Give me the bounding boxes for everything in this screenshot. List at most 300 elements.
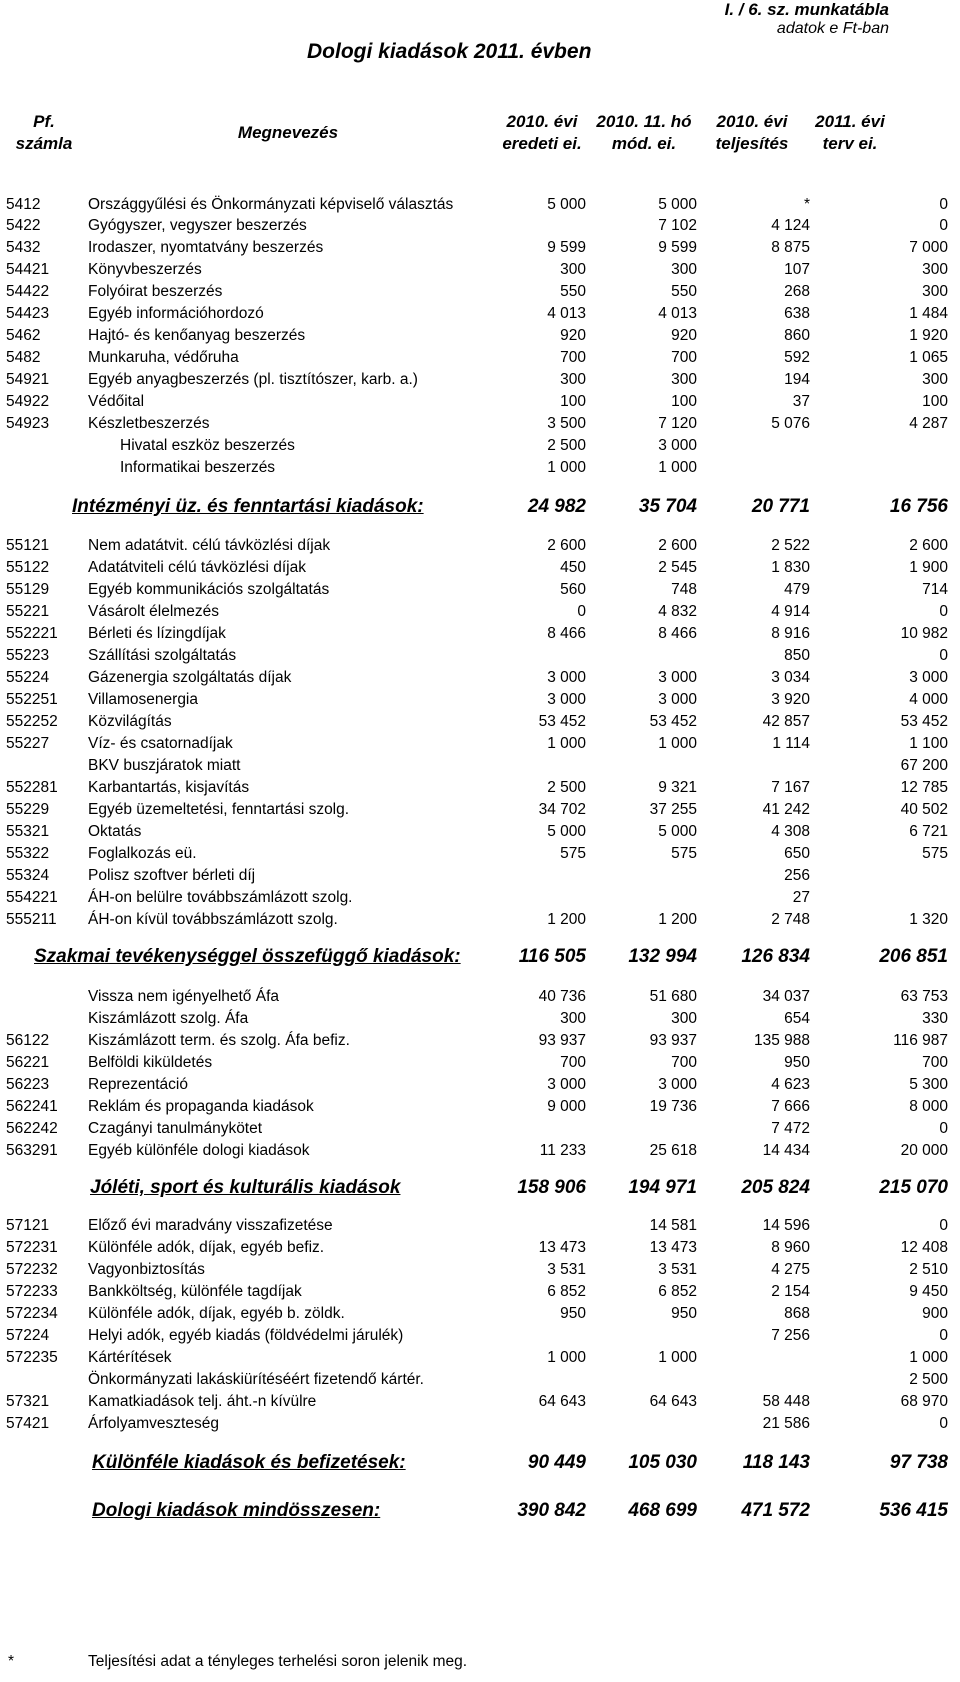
item-name-cell: Villamosenergia <box>88 691 198 708</box>
col-c2-header <box>586 111 702 155</box>
modified-budget-cell: 700 <box>671 349 697 366</box>
plan-cell: 1 320 <box>909 911 948 928</box>
original-budget-cell: 5 000 <box>547 196 586 213</box>
account-code-cell: 56223 <box>6 1076 50 1093</box>
item-name-cell: Foglalkozás eü. <box>88 845 197 862</box>
plan-cell: 1 484 <box>909 305 948 322</box>
modified-budget-cell: 920 <box>671 327 697 344</box>
table-row <box>0 215 960 237</box>
item-name-cell: Oktatás <box>88 823 142 840</box>
item-name-cell: Árfolyamveszteség <box>88 1415 219 1432</box>
table-row <box>0 1237 960 1259</box>
col-c2-line2: mód. ei. <box>611 134 677 153</box>
plan-cell: 0 <box>939 1120 948 1137</box>
table-row <box>0 733 960 755</box>
item-name-cell: Karbantartás, kisjavítás <box>88 779 250 796</box>
account-code-cell: 54421 <box>6 261 50 278</box>
plan-cell: 1 900 <box>909 559 948 576</box>
original-budget-cell: 1 200 <box>547 911 586 928</box>
table-row <box>0 457 960 479</box>
original-budget-cell: 3 531 <box>547 1261 586 1278</box>
original-budget-cell: 6 852 <box>547 1283 586 1300</box>
item-name-cell: Különféle adók, díjak, egyéb befiz. <box>88 1239 325 1256</box>
original-budget-cell: 2 500 <box>547 437 586 454</box>
original-budget-cell: 8 466 <box>547 625 586 642</box>
plan-cell: 67 200 <box>900 757 948 774</box>
account-code-cell: 5432 <box>6 239 41 256</box>
table-row <box>0 843 960 865</box>
table-row <box>0 909 960 931</box>
item-name-cell: Gyógyszer, vegyszer beszerzés <box>88 217 307 234</box>
col-name-header: Megnevezés <box>237 123 339 142</box>
modified-budget-cell: 950 <box>671 1305 697 1322</box>
original-budget-cell: 1 000 <box>547 735 586 752</box>
original-budget-cell: 93 937 <box>538 1032 586 1049</box>
plan-cell: 536 415 <box>879 1500 948 1521</box>
actual-cell: 7 167 <box>771 779 810 796</box>
footnote-text: Teljesítési adat a tényleges terhelési soron jelenik meg. <box>88 1653 468 1670</box>
actual-cell: 268 <box>784 283 810 300</box>
item-name-cell: Helyi adók, egyéb kiadás (földvédelmi járulék) <box>88 1327 404 1344</box>
table-row <box>0 1369 960 1391</box>
modified-budget-cell: 64 643 <box>649 1393 697 1410</box>
table-row <box>0 887 960 909</box>
plan-cell: 0 <box>939 647 948 664</box>
subtotal-label: Jóléti, sport és kulturális kiadások <box>90 1177 401 1198</box>
item-name-cell: ÁH-on kívül továbbszámlázott szolg. <box>88 911 338 928</box>
item-name-cell: Vásárolt élelmezés <box>88 603 219 620</box>
actual-cell: 7 256 <box>771 1327 810 1344</box>
item-name-cell: Gázenergia szolgáltatás díjak <box>88 669 292 686</box>
actual-cell: 2 154 <box>771 1283 810 1300</box>
item-name-cell: Vissza nem igényelhető Áfa <box>88 988 279 1005</box>
actual-cell: 20 771 <box>751 496 810 517</box>
modified-budget-cell: 13 473 <box>649 1239 697 1256</box>
modified-budget-cell: 300 <box>671 261 697 278</box>
plan-cell: 0 <box>939 1217 948 1234</box>
plan-cell: 3 000 <box>909 669 948 686</box>
modified-budget-cell: 3 000 <box>658 691 697 708</box>
plan-cell: 2 510 <box>909 1261 948 1278</box>
account-code-cell: 55129 <box>6 581 50 598</box>
item-name-cell: Könyvbeszerzés <box>88 261 202 278</box>
page-title: Dologi kiadások 2011. évben <box>307 40 592 63</box>
table-row <box>0 777 960 799</box>
original-budget-cell: 300 <box>560 261 586 278</box>
modified-budget-cell: 300 <box>671 1010 697 1027</box>
actual-cell: 5 076 <box>771 415 810 432</box>
actual-cell: 34 037 <box>762 988 810 1005</box>
table-id: I. / 6. sz. munkatábla <box>724 0 889 19</box>
modified-budget-cell: 93 937 <box>649 1032 697 1049</box>
plan-cell: 0 <box>939 603 948 620</box>
table-row <box>0 194 960 216</box>
actual-cell: 2 522 <box>771 537 810 554</box>
plan-cell: 0 <box>939 1415 948 1432</box>
item-name-cell: Reklám és propaganda kiadások <box>88 1098 314 1115</box>
col-c4-line2: terv ei. <box>822 134 878 153</box>
account-code-cell: 54921 <box>6 371 50 388</box>
modified-budget-cell: 9 599 <box>658 239 697 256</box>
item-name-cell: Egyéb különféle dologi kiadások <box>88 1142 310 1159</box>
item-name-cell: Adatátviteli célú távközlési díjak <box>88 559 306 576</box>
table-row <box>0 1347 960 1369</box>
actual-cell: 126 834 <box>741 946 810 967</box>
table-row <box>0 1074 960 1096</box>
plan-cell: 1 100 <box>909 735 948 752</box>
table-row <box>0 1140 960 1162</box>
actual-cell: 118 143 <box>742 1452 810 1473</box>
actual-cell: 4 308 <box>771 823 810 840</box>
table-row <box>0 1215 960 1237</box>
actual-cell: 194 <box>784 371 810 388</box>
account-code-cell: 552252 <box>6 713 58 730</box>
original-budget-cell: 560 <box>560 581 586 598</box>
plan-cell: 1 000 <box>909 1349 948 1366</box>
plan-cell: 1 920 <box>909 327 948 344</box>
plan-cell: 1 065 <box>909 349 948 366</box>
plan-cell: 4 287 <box>909 415 948 432</box>
original-budget-cell: 450 <box>560 559 586 576</box>
col-account-line1: Pf. <box>33 112 55 131</box>
account-code-cell: 55324 <box>6 867 50 884</box>
item-name-cell: Önkormányzati lakáskiürítéséért fizetendő kártér. <box>88 1371 424 1388</box>
actual-cell: 860 <box>784 327 810 344</box>
plan-cell: 0 <box>939 196 948 213</box>
account-code-cell: 5412 <box>6 196 41 213</box>
modified-budget-cell: 2 600 <box>658 537 697 554</box>
table-row <box>0 347 960 369</box>
item-name-cell: Egyéb kommunikációs szolgáltatás <box>88 581 330 598</box>
col-account-header <box>2 111 86 155</box>
item-name-cell: Közvilágítás <box>88 713 172 730</box>
table-row <box>0 435 960 457</box>
account-code-cell: 572232 <box>6 1261 58 1278</box>
plan-cell: 40 502 <box>900 801 948 818</box>
account-code-cell: 563291 <box>6 1142 58 1159</box>
actual-cell: 4 914 <box>771 603 810 620</box>
modified-budget-cell: 3 531 <box>658 1261 697 1278</box>
col-c1-line1: 2010. évi <box>506 112 578 131</box>
actual-cell: 14 596 <box>762 1217 810 1234</box>
account-code-cell: 554221 <box>6 889 58 906</box>
col-account-line2: számla <box>15 134 73 153</box>
table-row <box>0 865 960 887</box>
original-budget-cell: 5 000 <box>547 823 586 840</box>
table-row <box>0 281 960 303</box>
account-code-cell: 55223 <box>6 647 50 664</box>
col-c1-header <box>490 111 594 155</box>
plan-cell: 63 753 <box>900 988 948 1005</box>
actual-cell: 3 034 <box>771 669 810 686</box>
actual-cell: 42 857 <box>762 713 810 730</box>
item-name-cell: Kiszámlázott term. és szolg. Áfa befiz. <box>88 1032 350 1049</box>
item-name-cell: Hivatal eszköz beszerzés <box>120 437 295 454</box>
account-code-cell: 54923 <box>6 415 50 432</box>
account-code-cell: 552221 <box>6 625 58 642</box>
original-budget-cell: 24 982 <box>527 496 586 517</box>
account-code-cell: 555211 <box>6 911 57 928</box>
plan-cell: 9 450 <box>909 1283 948 1300</box>
account-code-cell: 56221 <box>6 1054 50 1071</box>
table-row <box>0 986 960 1008</box>
table-row <box>0 1030 960 1052</box>
actual-cell: 58 448 <box>762 1393 810 1410</box>
modified-budget-cell: 25 618 <box>649 1142 697 1159</box>
actual-cell: 654 <box>784 1010 810 1027</box>
item-name-cell: Egyéb anyagbeszerzés (pl. tisztítószer, karb. a.) <box>88 371 418 388</box>
modified-budget-cell: 51 680 <box>649 988 697 1005</box>
modified-budget-cell: 1 200 <box>658 911 697 928</box>
table-row <box>0 1391 960 1413</box>
actual-cell: 1 114 <box>772 735 810 752</box>
original-budget-cell: 116 505 <box>518 946 586 967</box>
item-name-cell: BKV buszjáratok miatt <box>88 757 241 774</box>
item-name-cell: Egyéb információhordozó <box>88 305 264 322</box>
account-code-cell: 552251 <box>6 691 58 708</box>
plan-cell: 0 <box>939 1327 948 1344</box>
item-name-cell: Hajtó- és kenőanyag beszerzés <box>88 327 306 344</box>
modified-budget-cell: 6 852 <box>658 1283 697 1300</box>
original-budget-cell: 11 233 <box>539 1142 586 1159</box>
item-name-cell: ÁH-on belülre továbbszámlázott szolg. <box>88 889 353 906</box>
table-row <box>0 237 960 259</box>
actual-cell: 14 434 <box>762 1142 810 1159</box>
modified-budget-cell: 8 466 <box>658 625 697 642</box>
table-row <box>0 821 960 843</box>
account-code-cell: 57224 <box>6 1327 50 1344</box>
item-name-cell: Bérleti és lízingdíjak <box>88 625 226 642</box>
plan-cell: 330 <box>922 1010 948 1027</box>
col-c3-header <box>700 111 804 155</box>
actual-cell: 4 275 <box>771 1261 810 1278</box>
original-budget-cell: 700 <box>560 349 586 366</box>
table-row <box>0 1413 960 1435</box>
original-budget-cell: 1 000 <box>547 1349 586 1366</box>
table-row <box>0 1325 960 1347</box>
modified-budget-cell: 1 000 <box>658 459 697 476</box>
original-budget-cell: 9 000 <box>547 1098 586 1115</box>
actual-cell: 135 988 <box>753 1032 810 1049</box>
item-name-cell: Készletbeszerzés <box>88 415 210 432</box>
plan-cell: 20 000 <box>900 1142 948 1159</box>
plan-cell: 575 <box>922 845 948 862</box>
col-c4-line1: 2011. évi <box>815 112 885 131</box>
original-budget-cell: 1 000 <box>547 459 586 476</box>
original-budget-cell: 3 000 <box>547 691 586 708</box>
actual-cell: 41 242 <box>762 801 810 818</box>
item-name-cell: Országgyűlési és Önkormányzati képviselő választás <box>88 196 454 213</box>
item-name-cell: Czagányi tanulmánykötet <box>88 1120 263 1137</box>
footnote-mark: * <box>8 1653 15 1670</box>
item-name-cell: Belföldi kiküldetés <box>88 1054 213 1071</box>
original-budget-cell: 2 500 <box>547 779 586 796</box>
plan-cell: 7 000 <box>909 239 948 256</box>
plan-cell: 900 <box>922 1305 948 1322</box>
account-code-cell: 56122 <box>6 1032 50 1049</box>
actual-cell: 479 <box>784 581 810 598</box>
modified-budget-cell: 3 000 <box>658 437 697 454</box>
actual-cell: 592 <box>784 349 810 366</box>
actual-cell: 4 623 <box>771 1076 810 1093</box>
plan-cell: 2 600 <box>909 537 948 554</box>
modified-budget-cell: 7 120 <box>658 415 697 432</box>
original-budget-cell: 700 <box>560 1054 586 1071</box>
subtotal-label: Különféle kiadások és befizetések: <box>92 1452 406 1473</box>
account-code-cell: 55321 <box>6 823 50 840</box>
item-name-cell: Vagyonbiztosítás <box>88 1261 205 1278</box>
table-row <box>0 667 960 689</box>
account-code-cell: 55322 <box>6 845 50 862</box>
actual-cell: * <box>803 196 810 213</box>
actual-cell: 8 960 <box>771 1239 810 1256</box>
account-code-cell: 552281 <box>6 779 58 796</box>
actual-cell: 4 124 <box>771 217 810 234</box>
table-row <box>0 535 960 557</box>
plan-cell: 700 <box>922 1054 948 1071</box>
subtotal-row <box>0 944 960 970</box>
original-budget-cell: 158 906 <box>517 1177 586 1198</box>
plan-cell: 12 408 <box>900 1239 948 1256</box>
modified-budget-cell: 3 000 <box>658 669 697 686</box>
modified-budget-cell: 14 581 <box>649 1217 697 1234</box>
table-row <box>0 557 960 579</box>
subtotal-label: Intézményi üz. és fenntartási kiadások: <box>72 496 424 517</box>
modified-budget-cell: 550 <box>671 283 697 300</box>
account-code-cell: 55121 <box>6 537 50 554</box>
account-code-cell: 55221 <box>6 603 50 620</box>
plan-cell: 16 756 <box>889 496 948 517</box>
original-budget-cell: 13 473 <box>538 1239 586 1256</box>
account-code-cell: 54922 <box>6 393 50 410</box>
table-row <box>0 1259 960 1281</box>
actual-cell: 27 <box>792 889 810 906</box>
table-row <box>0 1008 960 1030</box>
plan-cell: 8 000 <box>909 1098 948 1115</box>
original-budget-cell: 2 600 <box>547 537 586 554</box>
modified-budget-cell: 1 000 <box>658 1349 697 1366</box>
actual-cell: 850 <box>784 647 810 664</box>
actual-cell: 638 <box>784 305 810 322</box>
actual-cell: 107 <box>784 261 810 278</box>
item-name-cell: Különféle adók, díjak, egyéb b. zöldk. <box>88 1305 345 1322</box>
modified-budget-cell: 4 832 <box>658 603 697 620</box>
original-budget-cell: 575 <box>560 845 586 862</box>
col-c1-line2: eredeti ei. <box>502 134 582 153</box>
actual-cell: 868 <box>784 1305 810 1322</box>
modified-budget-cell: 7 102 <box>658 217 697 234</box>
item-name-cell: Informatikai beszerzés <box>120 459 276 476</box>
table-row <box>0 799 960 821</box>
plan-cell: 100 <box>922 393 948 410</box>
actual-cell: 950 <box>784 1054 810 1071</box>
original-budget-cell: 300 <box>560 1010 586 1027</box>
plan-cell: 97 738 <box>889 1452 948 1473</box>
item-name-cell: Szállítási szolgáltatás <box>88 647 237 664</box>
plan-cell: 12 785 <box>900 779 948 796</box>
plan-cell: 10 982 <box>900 625 948 642</box>
modified-budget-cell: 468 699 <box>628 1500 697 1521</box>
actual-cell: 3 920 <box>771 691 810 708</box>
subtotal-row <box>0 1175 960 1201</box>
original-budget-cell: 0 <box>577 603 586 620</box>
actual-cell: 2 748 <box>771 911 810 928</box>
original-budget-cell: 64 643 <box>538 1393 586 1410</box>
modified-budget-cell: 19 736 <box>649 1098 697 1115</box>
plan-cell: 0 <box>939 217 948 234</box>
table-row <box>0 755 960 777</box>
item-name-cell: Bankköltség, különféle tagdíjak <box>88 1283 302 1300</box>
plan-cell: 714 <box>922 581 948 598</box>
account-code-cell: 54422 <box>6 283 50 300</box>
plan-cell: 116 987 <box>893 1032 948 1049</box>
col-c3-line1: 2010. évi <box>716 112 788 131</box>
actual-cell: 205 824 <box>741 1177 810 1198</box>
plan-cell: 300 <box>922 371 948 388</box>
modified-budget-cell: 132 994 <box>628 946 697 967</box>
account-code-cell: 562241 <box>6 1098 58 1115</box>
account-code-cell: 562242 <box>6 1120 58 1137</box>
original-budget-cell: 53 452 <box>538 713 586 730</box>
account-code-cell: 55227 <box>6 735 50 752</box>
actual-cell: 256 <box>784 867 810 884</box>
modified-budget-cell: 575 <box>671 845 697 862</box>
table-row <box>0 623 960 645</box>
account-code-cell: 572233 <box>6 1283 58 1300</box>
col-c3-line2: teljesítés <box>715 134 789 153</box>
account-code-cell: 572234 <box>6 1305 58 1322</box>
col-c4-header <box>798 111 902 155</box>
table-row <box>0 579 960 601</box>
item-name-cell: Irodaszer, nyomtatvány beszerzés <box>88 239 324 256</box>
item-name-cell: Munkaruha, védőruha <box>88 349 239 366</box>
actual-cell: 21 586 <box>762 1415 810 1432</box>
original-budget-cell: 90 449 <box>527 1452 586 1473</box>
account-code-cell: 55122 <box>6 559 50 576</box>
actual-cell: 7 472 <box>771 1120 810 1137</box>
modified-budget-cell: 5 000 <box>658 196 697 213</box>
original-budget-cell: 550 <box>560 283 586 300</box>
table-row <box>0 1281 960 1303</box>
plan-cell: 53 452 <box>900 713 948 730</box>
original-budget-cell: 3 500 <box>547 415 586 432</box>
actual-cell: 7 666 <box>771 1098 810 1115</box>
account-code-cell: 5482 <box>6 349 41 366</box>
modified-budget-cell: 3 000 <box>658 1076 697 1093</box>
table-row <box>0 1096 960 1118</box>
table-row <box>0 391 960 413</box>
modified-budget-cell: 35 704 <box>638 496 697 517</box>
original-budget-cell: 920 <box>560 327 586 344</box>
plan-cell: 300 <box>922 261 948 278</box>
modified-budget-cell: 53 452 <box>649 713 697 730</box>
modified-budget-cell: 2 545 <box>658 559 697 576</box>
table-row <box>0 369 960 391</box>
plan-cell: 2 500 <box>909 1371 948 1388</box>
item-name-cell: Kártérítések <box>88 1349 172 1366</box>
plan-cell: 300 <box>922 283 948 300</box>
table-row <box>0 259 960 281</box>
modified-budget-cell: 9 321 <box>658 779 697 796</box>
table-row <box>0 711 960 733</box>
modified-budget-cell: 100 <box>671 393 697 410</box>
item-name-cell: Reprezentáció <box>88 1076 188 1093</box>
original-budget-cell: 3 000 <box>547 669 586 686</box>
item-name-cell: Folyóirat beszerzés <box>88 283 223 300</box>
original-budget-cell: 390 842 <box>517 1500 586 1521</box>
unit-label: adatok e Ft-ban <box>776 20 889 37</box>
table-row <box>0 1303 960 1325</box>
